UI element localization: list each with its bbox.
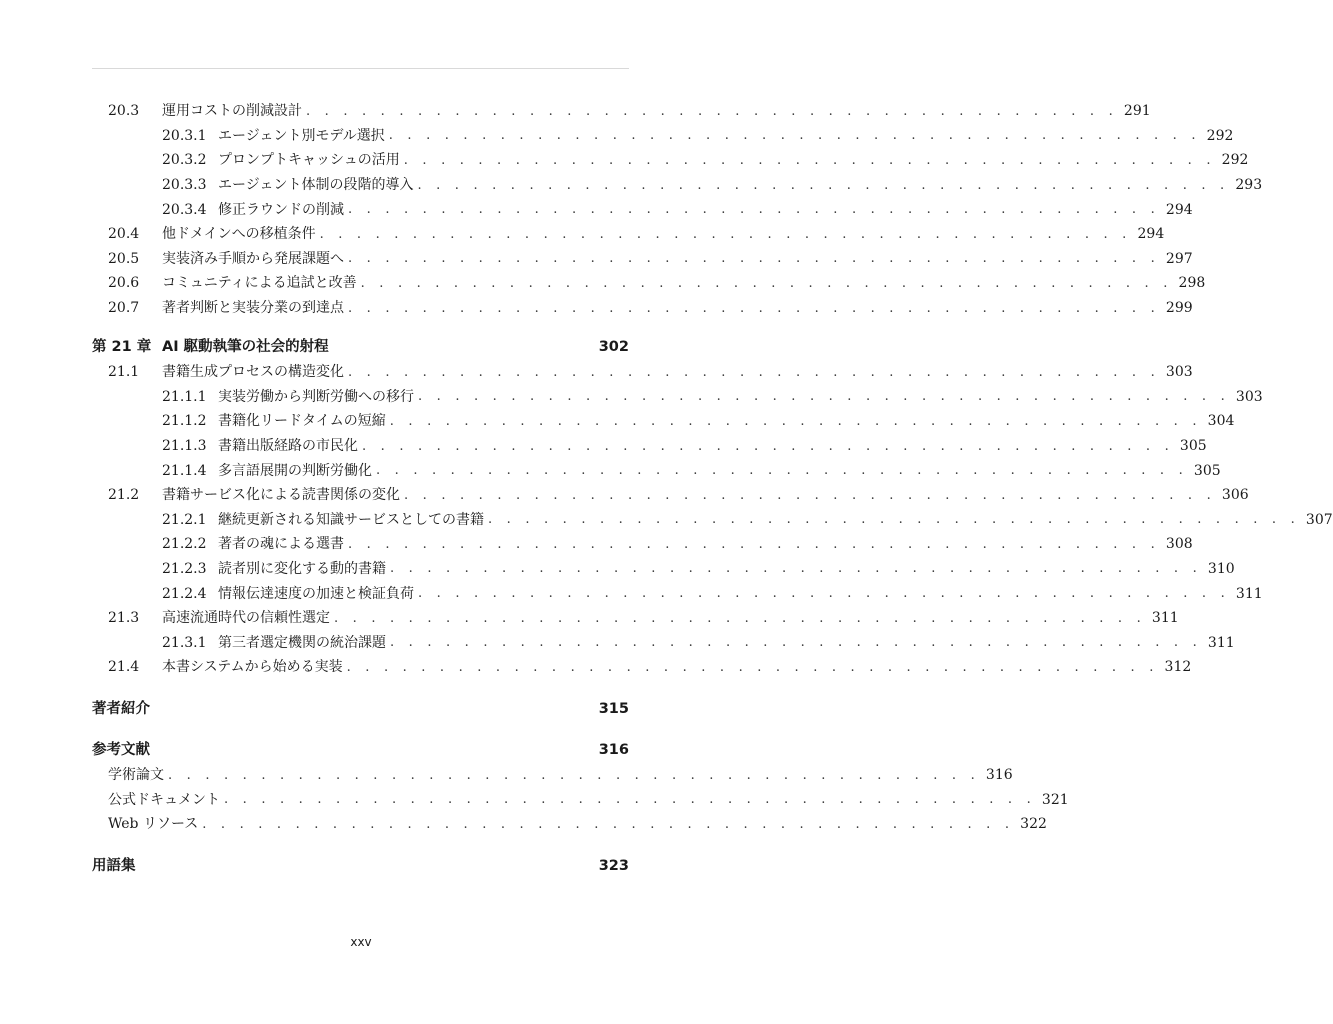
section-title: 実装済み手順から発展課題へ [162,250,344,267]
section-number: 21.2.1 [162,511,207,528]
dot-leader: . . . . . . . . . . . . . . . . . . . . . . . . . . . . . . . . . . . . . . . . . . . . [306,103,1118,119]
page-number: 305 [1179,438,1207,455]
page-number: 312 [1164,659,1192,676]
page-footer-number: xxv [350,935,372,949]
page-number: 321 [1041,791,1069,808]
toc-entry-20-7[interactable] [92,296,1193,321]
section-title: Web リソース [108,816,199,833]
section-title: 書籍化リードタイムの短縮 [218,413,386,430]
dot-leader: . . . . . . . . . . . . . . . . . . . . . . . . . . . . . . . . . . . . . . . . . . . . [389,413,1202,429]
page-number: 315 [598,700,629,717]
dot-leader: . . . . . . . . . . . . . . . . . . . . . . . . . . . . . . . . . . . . . . . . . . . . [346,659,1159,675]
toc-author-profile[interactable] [92,697,629,722]
page-number: 297 [1165,250,1193,267]
section-title: 実装労働から判断労働への移行 [218,388,414,405]
toc-entry-20-3-3[interactable] [92,173,1263,198]
section-title: 書籍生成プロセスの構造変化 [162,364,344,381]
section-title: 書籍出版経路の市民化 [218,438,358,455]
page-number: 311 [1151,610,1179,627]
section-title: 多言語展開の判断労働化 [218,462,372,479]
page-number: 306 [1221,487,1249,504]
header-rule [92,68,629,69]
section-title: 継続更新される知識サービスとしての書籍 [218,511,484,528]
page-number: 322 [1020,816,1047,833]
table-of-contents [92,99,1333,878]
page-number: 292 [1206,127,1234,144]
toc-entry-20-3[interactable] [92,99,1151,124]
toc-entry-refs-docs[interactable] [92,787,1069,812]
toc-entry-21-4[interactable] [92,655,1192,680]
toc-entry-20-3-4[interactable] [92,197,1193,222]
section-number: 21.4 [108,659,140,676]
toc-entry-20-5[interactable] [92,247,1193,272]
page-number: 294 [1165,201,1193,218]
section-number: 20.7 [108,300,140,317]
section-number: 21.1.1 [162,388,207,405]
page-number: 298 [1178,275,1206,292]
section-title: 公式ドキュメント [108,791,220,808]
dot-leader: . . . . . . . . . . . . . . . . . . . . . . . . . . . . . . . . . . . . . . . . . . . . [348,251,1160,267]
dot-leader: . . . . . . . . . . . . . . . . . . . . . . . . . . . . . . . . . . . . . . . . . . . . [348,300,1160,316]
page-number: 305 [1193,462,1221,479]
section-title: 他ドメインへの移植条件 [162,226,316,243]
toc-entry-20-4[interactable] [92,222,1165,247]
section-number: 21.2.4 [162,585,207,602]
dot-leader: . . . . . . . . . . . . . . . . . . . . . . . . . . . . . . . . . . . . . . . . . . . . [388,128,1201,144]
page-number: 323 [598,857,629,874]
section-number: 21.1.2 [162,413,207,430]
dot-leader: . . . . . . . . . . . . . . . . . . . . . . . . . . . . . . . . . . . . . . . . . . . . [348,536,1160,552]
dot-leader: . . . . . . . . . . . . . . . . . . . . . . . . . . . . . . . . . . . . . . . . . . . . [417,177,1230,193]
section-number: 20.3 [108,103,140,120]
section-number: 21.2 [108,487,140,504]
page-number: 311 [1207,634,1235,651]
page-number: 310 [1207,560,1235,577]
dot-leader: . . . . . . . . . . . . . . . . . . . . . . . . . . . . . . . . . . . . . . . . . . . . [418,586,1230,602]
section-title: エージェント体制の段階的導入 [218,177,414,194]
toc-entry-21-3-1[interactable] [92,630,1235,655]
dot-leader: . . . . . . . . . . . . . . . . . . . . . . . . . . . . . . . . . . . . . . . . . . . . [390,635,1202,651]
section-number: 20.3.2 [162,152,207,169]
section-number: 20.3.1 [162,127,207,144]
dot-leader: . . . . . . . . . . . . . . . . . . . . . . . . . . . . . . . . . . . . . . . . . . . . [404,487,1216,503]
section-number: 21.3.1 [162,634,207,651]
page-number: 303 [1165,364,1193,381]
toc-entry-21-1-1[interactable] [92,385,1263,410]
section-title: 著者の魂による選書 [218,536,344,553]
chapter-title: AI 駆動執筆の社会的射程 [162,339,329,356]
section-title: 運用コストの削減設計 [162,103,302,120]
toc-entry-21-2-4[interactable] [92,581,1263,606]
toc-entry-refs-web[interactable] [92,812,1047,837]
page-number: 303 [1235,388,1263,405]
dot-leader: . . . . . . . . . . . . . . . . . . . . . . . . . . . . . . . . . . . . . . . . . . . . [418,389,1230,405]
page-number: 311 [1235,585,1263,602]
chapter-title: 参考文献 [92,742,150,759]
section-title: 修正ラウンドの削減 [218,201,344,218]
page-number: 308 [1165,536,1193,553]
toc-entry-21-1-3[interactable] [92,434,1207,459]
toc-entry-21-1-2[interactable] [92,409,1235,434]
section-title: 学術論文 [108,767,164,784]
dot-leader: . . . . . . . . . . . . . . . . . . . . . . . . . . . . . . . . . . . . . . . . . . . . [348,202,1160,218]
page-number: 316 [598,742,629,759]
dot-leader: . . . . . . . . . . . . . . . . . . . . . . . . . . . . . . . . . . . . . . . . . . . . [488,512,1300,528]
dot-leader: . . . . . . . . . . . . . . . . . . . . . . . . . . . . . . . . . . . . . . . . . . . . [168,767,980,783]
toc-entry-21-2-2[interactable] [92,532,1193,557]
section-title: コミュニティによる追試と改善 [162,275,357,292]
section-title: 高速流通時代の信頼性選定 [162,610,330,627]
section-title: 読者別に変化する動的書籍 [218,560,386,577]
section-number: 21.1.3 [162,438,207,455]
chapter-title: 用語集 [92,857,136,874]
dot-leader: . . . . . . . . . . . . . . . . . . . . . . . . . . . . . . . . . . . . . . . . . . . . [334,610,1146,626]
dot-leader: . . . . . . . . . . . . . . . . . . . . . . . . . . . . . . . . . . . . . . . . . . . . [362,438,1174,454]
toc-chapter-21[interactable] [92,335,629,360]
section-number: 20.5 [108,250,140,267]
toc-entry-21-1[interactable] [92,360,1193,385]
section-number: 21.2.3 [162,560,207,577]
section-title: エージェント別モデル選択 [218,127,385,144]
page-number: 294 [1137,226,1165,243]
dot-leader: . . . . . . . . . . . . . . . . . . . . . . . . . . . . . . . . . . . . . . . . . . . . [390,561,1202,577]
section-number: 20.3.3 [162,177,207,194]
section-number: 20.6 [108,275,140,292]
section-number: 21.1 [108,364,140,381]
page-number: 291 [1123,103,1151,120]
page-number: 302 [598,339,629,356]
page-number: 293 [1235,177,1263,194]
chapter-number: 第 21 章 [92,339,152,356]
section-title: プロンプトキャッシュの活用 [218,152,400,169]
section-number: 21.3 [108,610,140,627]
toc-entry-20-6[interactable] [92,271,1206,296]
page-number: 299 [1165,300,1193,317]
section-number: 21.1.4 [162,462,207,479]
section-title: 本書システムから始める実装 [162,659,343,676]
dot-leader: . . . . . . . . . . . . . . . . . . . . . . . . . . . . . . . . . . . . . . . . . . . . [360,275,1173,291]
page-number: 316 [985,767,1013,784]
dot-leader: . . . . . . . . . . . . . . . . . . . . . . . . . . . . . . . . . . . . . . . . . . . . [376,463,1188,479]
page-number: 304 [1207,413,1235,430]
toc-glossary[interactable] [92,854,629,879]
toc-entry-20-3-1[interactable] [92,124,1234,149]
toc-entry-21-2-3[interactable] [92,557,1235,582]
section-title: 著者判断と実装分業の到達点 [162,300,344,317]
dot-leader: . . . . . . . . . . . . . . . . . . . . . . . . . . . . . . . . . . . . . . . . . . . . [403,152,1216,168]
toc-entry-21-2-1[interactable] [92,508,1333,533]
toc-entry-21-1-4[interactable] [92,458,1221,483]
section-title: 第三者選定機関の統治課題 [218,634,386,651]
dot-leader: . . . . . . . . . . . . . . . . . . . . . . . . . . . . . . . . . . . . . . . . . . . . [348,364,1160,380]
section-title: 書籍サービス化による読書関係の変化 [162,487,400,504]
dot-leader: . . . . . . . . . . . . . . . . . . . . . . . . . . . . . . . . . . . . . . . . . . . . [224,792,1036,808]
dot-leader: . . . . . . . . . . . . . . . . . . . . . . . . . . . . . . . . . . . . . . . . . . . . [319,226,1132,242]
chapter-title: 著者紹介 [92,700,150,717]
toc-entry-20-3-2[interactable] [92,148,1249,173]
toc-entry-refs-papers[interactable] [92,763,1013,788]
section-number: 20.4 [108,226,140,243]
toc-references[interactable] [92,738,629,763]
page-number: 292 [1221,152,1249,169]
section-title: 情報伝達速度の加速と検証負荷 [218,585,414,602]
page-number: 307 [1305,511,1333,528]
section-number: 20.3.4 [162,201,207,218]
toc-entry-21-3[interactable] [92,606,1179,631]
section-number: 21.2.2 [162,536,207,553]
dot-leader: . . . . . . . . . . . . . . . . . . . . . . . . . . . . . . . . . . . . . . . . . . . . [202,816,1015,832]
toc-entry-21-2[interactable] [92,483,1249,508]
